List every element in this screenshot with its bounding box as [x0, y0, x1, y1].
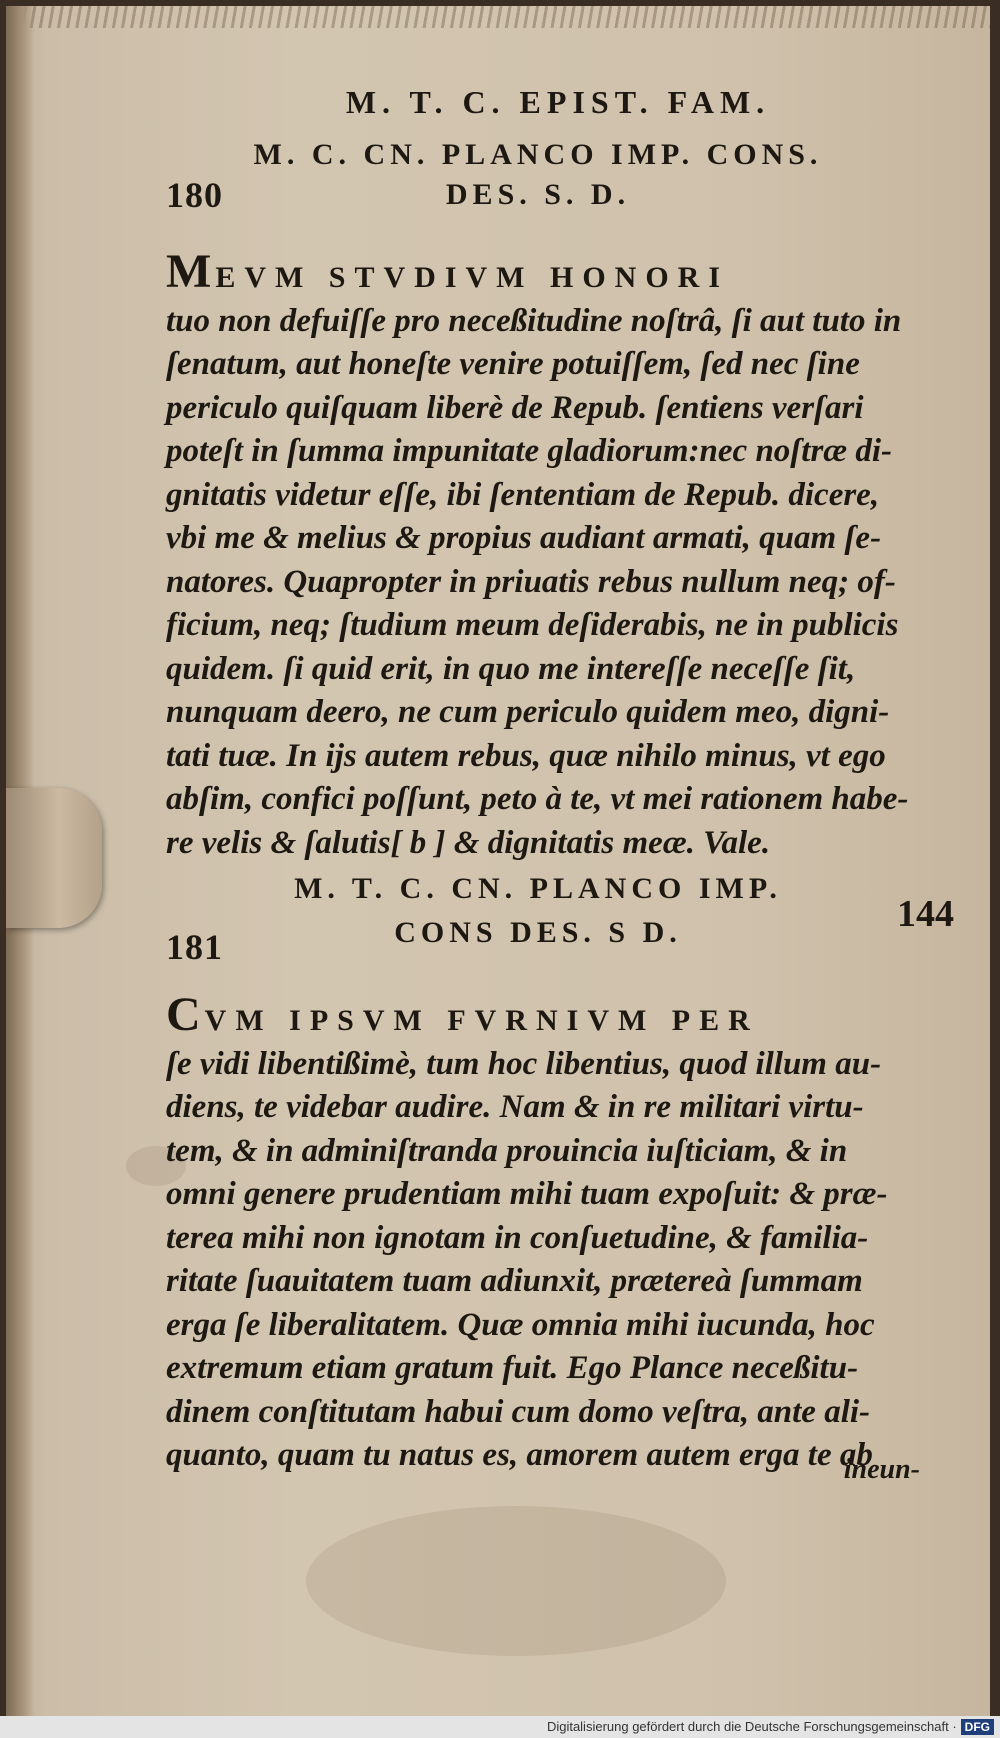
text-line: extremum etiam gratum fuit. Ego Plance neceßitu-: [166, 1350, 859, 1386]
book-page: [6, 6, 990, 1716]
letter1-title-line2: DES. S. D.: [445, 178, 631, 211]
text-line: nunquam deero, ne cum periculo quidem meo, digni-: [166, 694, 890, 730]
text-line: terea mihi non ignotam in conſuetudine, & familia-: [166, 1219, 869, 1256]
text-line: ficium, neq; ſtudium meum deſiderabis, ne in publicis: [166, 607, 899, 643]
letter2-body: [166, 988, 928, 1478]
letter2-number: 181: [166, 927, 223, 967]
text-line: natores. Quapropter in priuatis rebus nullum neq; of-: [166, 563, 896, 600]
letter1-body: [166, 245, 928, 865]
text-line: diens, te videbar audire. Nam & in re militari virtu-: [166, 1089, 864, 1125]
text-line: ritate ſuauitatem tuam adiunxit, prætereà ſummam: [166, 1263, 863, 1299]
text-line: tem, & in adminiſtranda prouincia iuſticiam, & in: [166, 1132, 848, 1169]
text-line: abſim, confici poſſunt, peto à te, vt mei rationem habe-: [166, 781, 909, 817]
letter1-number: 180: [166, 175, 223, 215]
text-line: tati tuæ. In ijs autem rebus, quæ nihilo minus, vt ego: [166, 737, 886, 774]
text-line: ſenatum, aut honeſte venire potuiſſem, ſed nec ſine: [166, 346, 860, 382]
running-head: M. T. C. EPIST. FAM.: [345, 84, 771, 120]
text-line: vbi me & melius & propius audiant armati, quam ſe-: [166, 520, 882, 556]
text-line: quanto, quam tu natus es, amorem autem erga te ab: [166, 1437, 873, 1473]
book-clasp: [6, 788, 102, 928]
letter2-title-line1: M. T. C. CN. PLANCO IMP.: [294, 872, 782, 905]
text-line: ſe vidi libentißimè, tum hoc libentius, quod illum au-: [166, 1045, 882, 1082]
text-line: dinem conſtitutam habui cum domo veſtra, ante ali-: [166, 1393, 871, 1430]
letter2-opening-line: CVM IPSVM FVRNIVM PER: [166, 988, 759, 1041]
text-line: omni genere prudentiam mihi tuam expoſuit: & præ-: [166, 1176, 888, 1212]
page-top-edge: [6, 6, 990, 28]
digitization-footer: [0, 1716, 1000, 1738]
letter2-title-line2: CONS DES. S D.: [394, 916, 682, 949]
text-line: erga ſe liberalitatem. Quæ omnia mihi iucunda, hoc: [166, 1306, 875, 1343]
catchword: ineun-: [843, 1454, 920, 1485]
letter1-opening-line: MEVM STVDIVM HONORI: [166, 245, 729, 298]
text-line: quidem. ſi quid erit, in quo me intereſſe neceſſe ſit,: [166, 650, 856, 687]
text-line: re velis & ſalutis[ b ] & dignitatis meæ. Vale.: [166, 824, 771, 861]
footer-credit-text: Digitalisierung gefördert durch die Deutsche Forschungsgemeinschaft ·: [546, 1719, 957, 1734]
paper-stain: [306, 1506, 726, 1656]
page-number: 144: [897, 893, 954, 935]
text-line: tuo non defuiſſe pro neceßitudine noſtrâ, ſi aut tuto in: [166, 302, 902, 339]
text-line: periculo quiſquam liberè de Repub. ſentiens verſari: [166, 389, 864, 426]
text-line: poteſt in ſumma impunitate gladiorum:nec noſtræ di-: [166, 433, 893, 469]
dfg-logo: DFG: [961, 1719, 994, 1735]
letter1-title-line1: M. C. CN. PLANCO IMP. CONS.: [253, 138, 823, 171]
text-line: gnitatis videtur eſſe, ibi ſententiam de Repub. dicere,: [166, 476, 880, 513]
